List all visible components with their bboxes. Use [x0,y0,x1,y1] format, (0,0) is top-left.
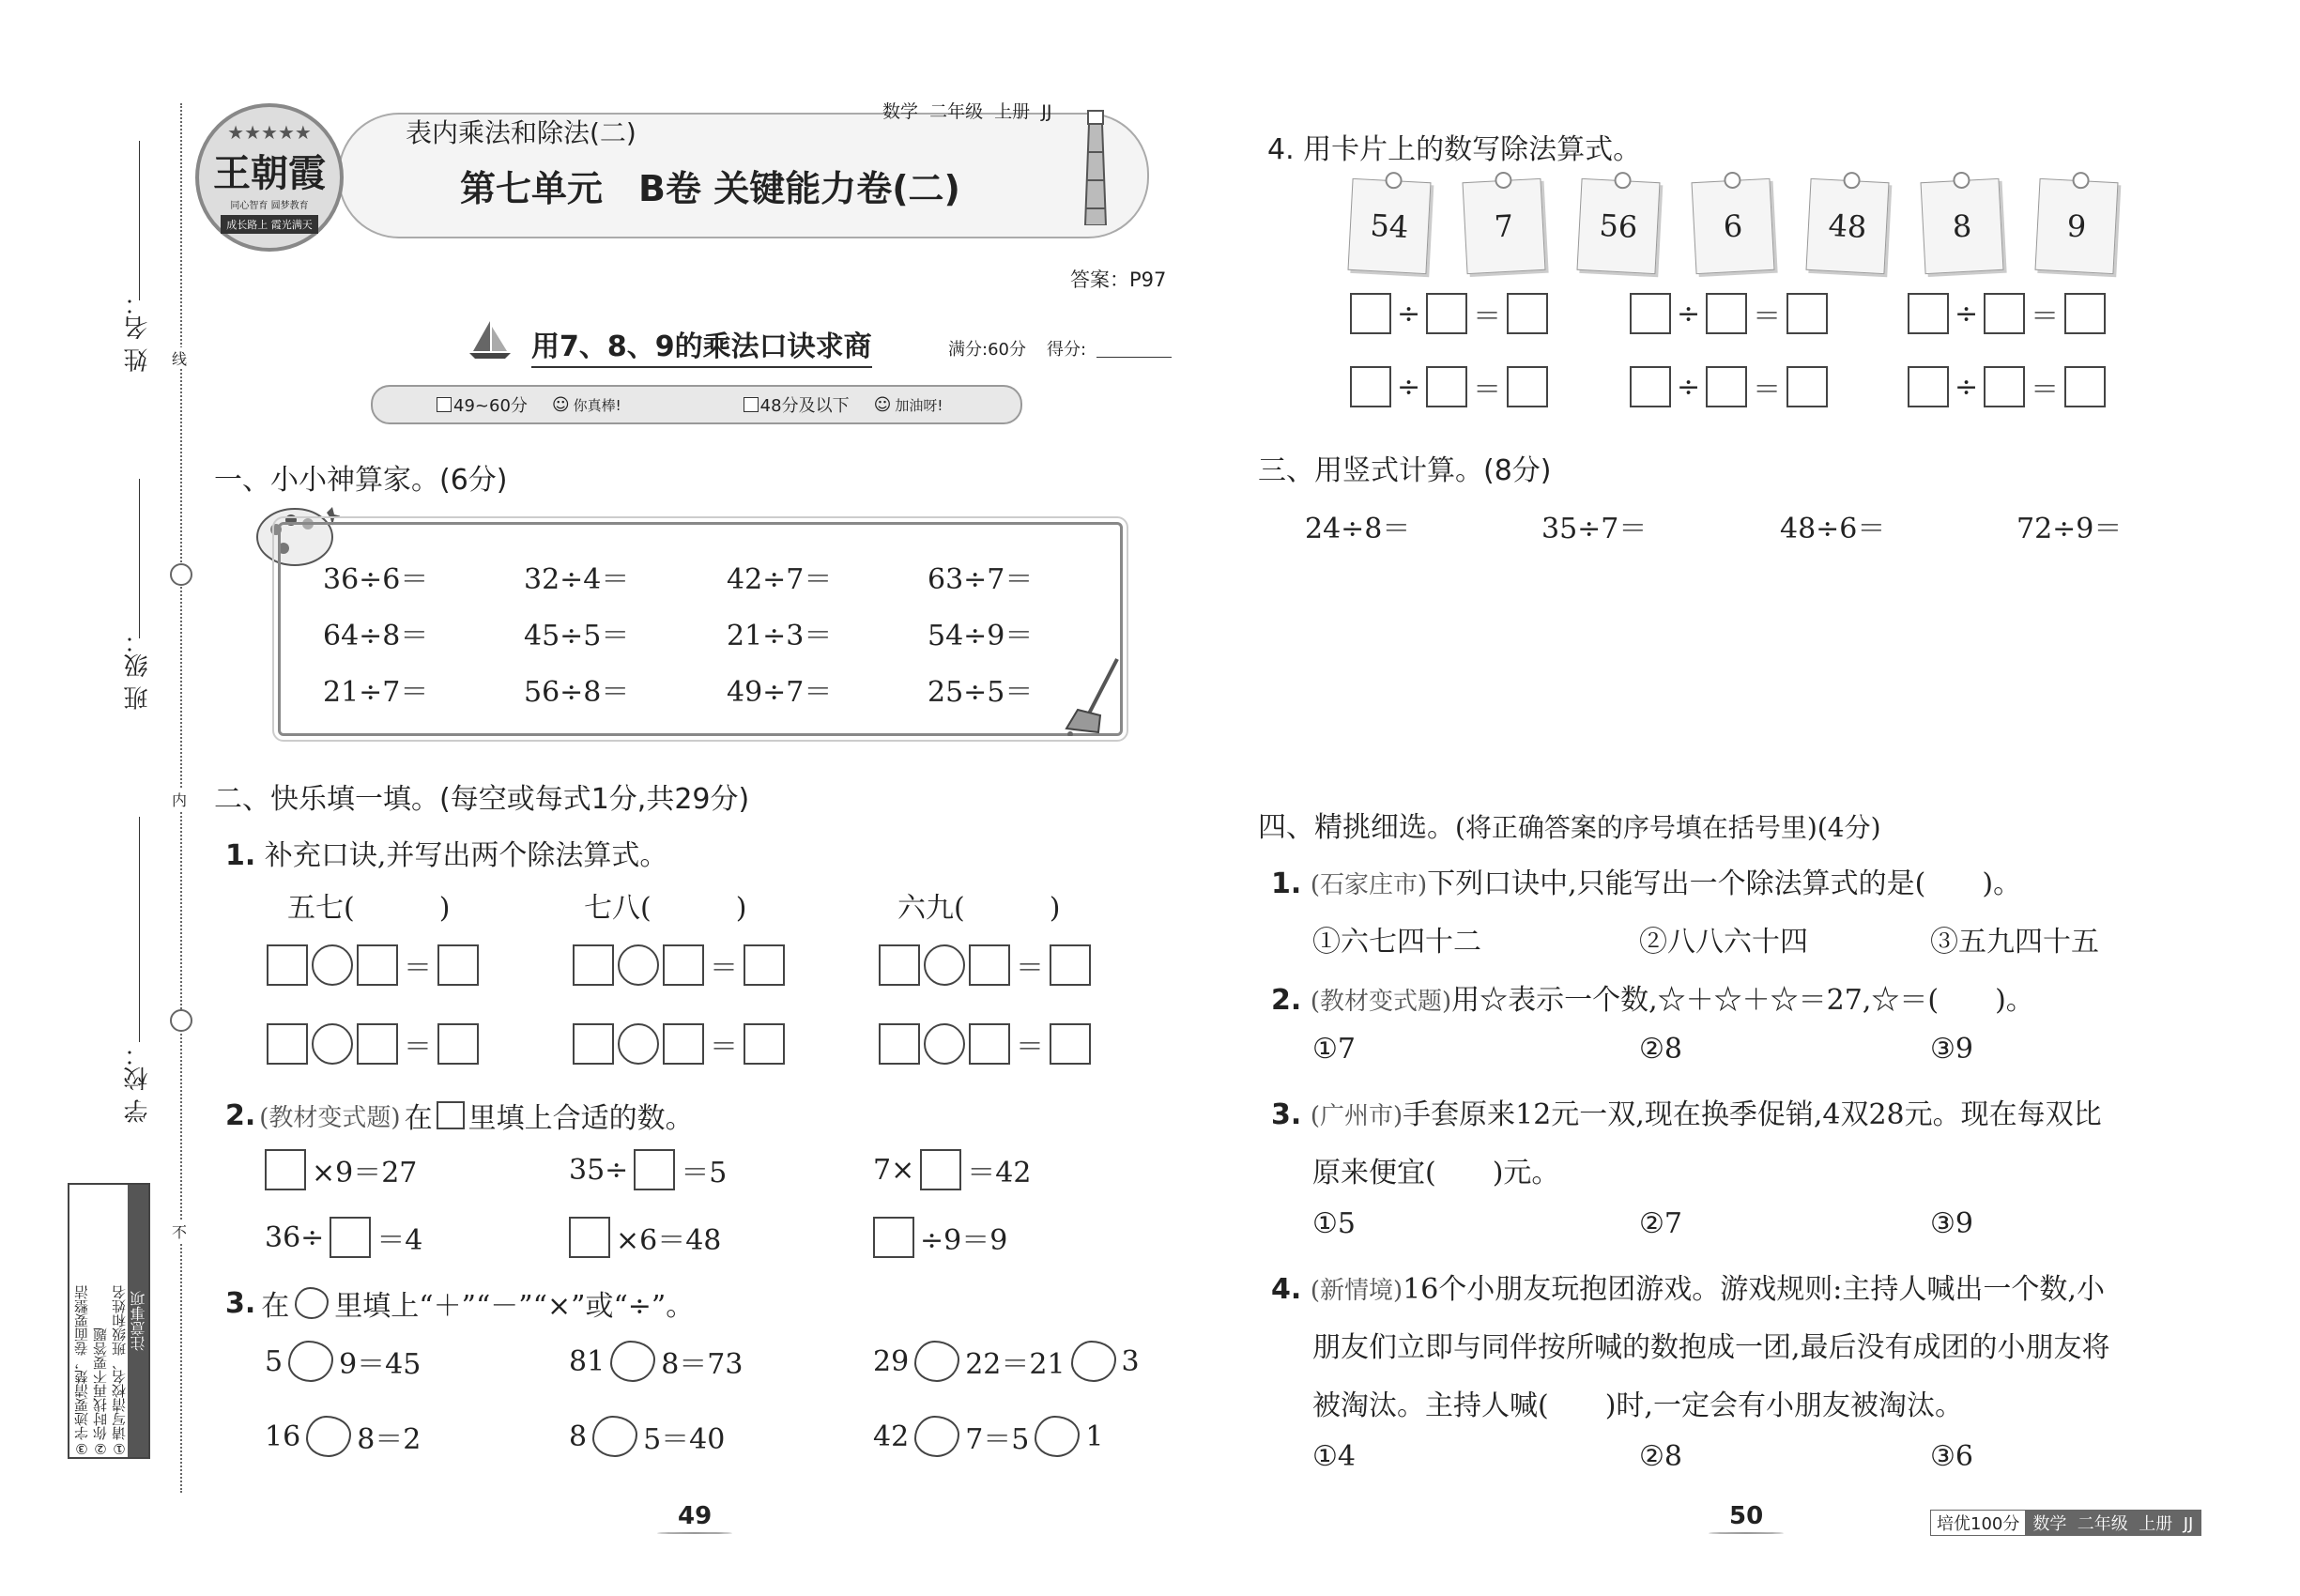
smile-icon: ☺ [873,394,892,415]
expr-text: 8 [569,1420,588,1453]
chapter-title: 表内乘法和除法(二) [406,117,636,148]
sailboat-icon [468,319,513,364]
answer-box[interactable] [1507,366,1548,407]
number-card [2034,178,2118,274]
equals-sign: ＝ [1753,374,1782,407]
card-value: 54 [1369,207,1410,246]
calc-item: 21÷7＝ [323,676,429,709]
option[interactable]: ③9 [1930,1033,1973,1066]
equals-sign: ＝ [1016,952,1044,985]
answer-box[interactable] [437,944,479,986]
answer-box[interactable] [573,1023,614,1065]
answer-box[interactable] [265,1149,306,1190]
operator-blank[interactable] [306,1416,351,1457]
vertical-calc-item: 48÷6＝ [1780,513,1886,545]
expr-text: ÷9＝9 [920,1224,1008,1257]
expr-text: 42 [873,1420,910,1453]
expr-text: 36÷ [265,1220,325,1254]
q-number: 3. [225,1286,256,1320]
q-text: 里填上“＋”“－”“×”或“÷”。 [334,1290,695,1323]
rating-high-range: 49~60分 [453,396,528,416]
answer-box[interactable] [573,944,614,986]
division-row [1908,366,2106,407]
divide-sign: ÷ [1397,370,1421,404]
equals-sign: ＝ [404,1031,432,1064]
fill-row [265,1217,422,1258]
answer-box[interactable] [357,944,398,986]
operator-circle[interactable] [924,944,965,986]
footer-info: 数学 二年级 上册 JJ [2025,1511,2200,1535]
section4-title [1258,804,1881,845]
q-text: 手套原来12元一双,现在换季促销,4双28元。现在每双比 [1403,1098,2102,1131]
logo-stars: ★★★★★ [227,121,312,144]
cut-mark: 线 [172,347,187,369]
number-card [1920,178,2003,274]
calc-item: 25÷5＝ [928,676,1034,709]
expr-text: ×6＝48 [616,1224,722,1257]
answer-box[interactable] [1050,1023,1091,1065]
q-text-cont: 被淘汰。主持人喊( )时,一定会有小朋友被淘汰。 [1312,1389,1963,1422]
q-text: 下列口诀中,只能写出一个除法算式的是( )。 [1427,867,2022,900]
notice-title: 注意事项 [128,1185,148,1457]
rating-high-checkbox[interactable] [437,397,452,412]
answer-box[interactable] [1786,293,1828,334]
equals-sign: ＝ [2031,374,2060,407]
expr-text: 7× [873,1153,915,1187]
answer-box[interactable] [267,944,308,986]
q-number: 2. [1271,984,1302,1017]
answer-box[interactable] [1426,293,1467,334]
operator-circle[interactable] [312,944,353,986]
operator-row [569,1341,743,1382]
option[interactable]: ①六七四十二 [1312,926,1481,959]
option[interactable]: ②8 [1639,1033,1682,1066]
s4-q1 [1271,860,2021,901]
q-text: 补充口诀,并写出两个除法算式。 [264,839,668,872]
divide-sign: ÷ [1955,370,1979,404]
rating-low-text: 加油呀! [895,396,943,414]
fill-row [569,1149,727,1190]
division-row [1350,366,1548,407]
vertical-calc-item: 72÷9＝ [2016,513,2123,545]
expr-text: 9＝45 [339,1348,422,1381]
expr-text: 81 [569,1344,606,1378]
answer-box[interactable] [1350,366,1391,407]
equation-row [267,944,479,986]
operator-blank[interactable] [914,1416,959,1457]
logo-sub1: 同心智育 圆梦教育 [230,201,309,211]
q-tag: (教材变式题) [259,1103,401,1132]
rating-high-text: 你真棒! [573,396,621,414]
answer-box[interactable] [437,1023,479,1065]
cut-mark [170,563,192,586]
cut-mark: 不 [172,1220,187,1242]
q-text-cont: 原来便宜( )元。 [1312,1157,1560,1189]
broom-icon [1061,657,1128,740]
answer-box[interactable] [1426,366,1467,407]
logo-sub2: 成长路上 霞光满天 [221,215,318,234]
rhyme-item: 五七( ) [287,892,451,925]
option[interactable]: ②8 [1639,1440,1682,1473]
section2-q3 [225,1282,694,1324]
q-number: 1. [1271,867,1302,900]
calc-item: 64÷8＝ [323,620,429,652]
expr-text: 5 [265,1344,284,1378]
full-score: 满分:60分 [948,340,1026,360]
answer-box[interactable] [357,1023,398,1065]
calc-item: 49÷7＝ [727,676,833,709]
operator-blank[interactable] [914,1341,959,1382]
expr-text: ＝42 [967,1157,1032,1189]
calc-item: 45÷5＝ [524,620,630,652]
pin-icon [1614,172,1632,190]
rating-low-checkbox[interactable] [744,397,759,412]
calc-item: 32÷4＝ [524,563,630,596]
answer-box[interactable] [1630,293,1671,334]
rhyme-item: 六九( ) [897,892,1061,925]
answer-box[interactable] [330,1217,371,1258]
card-value: 6 [1722,207,1744,245]
operator-circle[interactable] [618,944,659,986]
operator-row [569,1416,725,1457]
section2-q1 [225,832,667,873]
class-line [139,479,140,638]
answer-box[interactable] [2064,293,2106,334]
divide-sign: ÷ [1955,297,1979,330]
card-value: 8 [1951,207,1973,245]
answer-box[interactable] [1350,293,1391,334]
operator-row [265,1416,421,1457]
answer-box[interactable] [663,1023,704,1065]
section2-q2 [225,1095,694,1136]
q-tag: (新情境) [1310,1277,1403,1305]
q-text: 在 [261,1290,290,1323]
school-label: 学 校： [124,1042,152,1124]
pin-icon [1953,172,1970,190]
answer-box[interactable] [879,944,920,986]
q-tag: (广州市) [1310,1102,1403,1130]
number-card [1576,178,1660,274]
calc-item: 21÷3＝ [727,620,833,652]
division-row [1630,366,1828,407]
smile-icon: ☺ [551,394,570,415]
equation-row [879,1023,1091,1065]
score-label: 得分: [1047,340,1087,360]
rhyme-item: 七八( ) [584,892,747,925]
number-card [1691,178,1774,274]
section4-title-note: (将正确答案的序号填在括号里)(4分) [1455,812,1881,843]
q-text: 用☆表示一个数,☆＋☆＋☆＝27,☆＝( )。 [1451,984,2034,1017]
operator-blank[interactable] [288,1341,333,1382]
equation-row [267,1023,479,1065]
q-number: 4. [1271,1273,1302,1306]
division-row [1908,293,2106,334]
operator-row [873,1416,1103,1457]
expr-text: ＝4 [376,1224,423,1257]
operator-circle[interactable] [924,1023,965,1065]
section2-title: 二、快乐填一填。(每空或每式1分,共29分) [214,783,750,816]
notice-item: ①请写清校名、班级和姓名 [111,1285,128,1457]
q-text: 在 [404,1102,433,1135]
answer-ref: 答案：P97 [1070,269,1167,291]
fill-row [873,1217,1007,1258]
answer-box[interactable] [1984,293,2025,334]
expr-text: 22＝21 [965,1348,1066,1381]
answer-box[interactable] [744,1023,785,1065]
equals-sign: ＝ [404,952,432,985]
option[interactable]: ①4 [1312,1440,1356,1473]
q-number: 3. [1271,1098,1302,1131]
rating-low-range: 48分及以下 [759,396,850,416]
card-value: 9 [2065,207,2088,245]
page-number-right: 50 [1729,1502,1764,1530]
expr-text: 16 [265,1420,301,1453]
option[interactable]: ③9 [1930,1207,1973,1240]
answer-box[interactable] [267,1023,308,1065]
number-card [1462,178,1545,274]
lighthouse-icon [1080,105,1112,225]
operator-blank[interactable] [610,1341,655,1382]
notice-item: ③字迹要清楚，卷面要整洁 [73,1285,90,1457]
operator-shape-sample [295,1287,329,1319]
option[interactable]: ②八八六十四 [1639,926,1808,959]
section3-title: 三、用竖式计算。(8分) [1258,454,1552,487]
cut-mark [170,1009,192,1032]
answer-box[interactable] [663,944,704,986]
answer-box[interactable] [920,1149,961,1190]
notice-item: ②你时找再不要答题 [92,1327,109,1457]
option[interactable]: ①5 [1312,1207,1356,1240]
answer-box[interactable] [1050,944,1091,986]
logo-badge [195,103,344,252]
option[interactable]: ③五九四十五 [1930,926,2099,959]
option[interactable]: ③6 [1930,1440,1973,1473]
answer-box[interactable] [969,1023,1010,1065]
division-row [1350,293,1548,334]
notice-box [68,1183,150,1459]
vertical-calc-item: 35÷7＝ [1541,513,1648,545]
q-text: 16个小朋友玩抱团游戏。游戏规则:主持人喊出一个数,小 [1403,1273,2105,1306]
answer-box[interactable] [1706,293,1747,334]
divide-sign: ÷ [1677,370,1701,404]
answer-box[interactable] [1908,293,1949,334]
q-tag: (石家庄市) [1310,871,1428,899]
score-line[interactable] [1096,357,1172,358]
footer-bar [1930,1510,2201,1536]
equation-row [573,1023,785,1065]
pin-icon [1495,172,1512,190]
subject-info: 数学 二年级 上册 JJ [882,101,1052,122]
answer-box[interactable] [1507,293,1548,334]
card-value: 56 [1598,207,1639,246]
expr-text: 7＝5 [965,1423,1030,1456]
operator-blank[interactable] [1035,1416,1080,1457]
card-value: 48 [1827,207,1868,246]
logo-text: 王朝霞 [213,151,326,195]
division-row [1630,293,1828,334]
option[interactable]: ②7 [1639,1207,1682,1240]
answer-box[interactable] [1630,366,1671,407]
expr-text: 8＝73 [661,1348,744,1381]
q4-title: 4. 用卡片上的数写除法算式。 [1267,133,1642,166]
page-number-left: 49 [678,1502,713,1530]
equals-sign: ＝ [1473,300,1502,333]
operator-blank[interactable] [592,1416,637,1457]
equals-sign: ＝ [1473,374,1502,407]
s4-q3 [1271,1091,2102,1132]
calc-item: 56÷8＝ [524,676,630,709]
name-line [139,141,140,300]
operator-row [873,1341,1140,1382]
answer-box[interactable] [569,1217,610,1258]
operator-blank[interactable] [1071,1341,1116,1382]
q-number: 2. [225,1098,256,1132]
cut-mark: 内 [172,789,187,810]
answer-box[interactable] [1706,366,1747,407]
fill-row [265,1149,417,1190]
answer-box[interactable] [2064,366,2106,407]
s4-q4 [1271,1266,2105,1307]
operator-circle[interactable] [618,1023,659,1065]
subtitle-text: 用7、8、9的乘法口诀求商 [531,323,872,368]
footer-brand: 培优100分 [1931,1511,2025,1535]
answer-box[interactable] [873,1217,914,1258]
expr-text: 8＝2 [357,1423,422,1456]
q-text: 里填上合适的数。 [468,1102,694,1135]
equals-sign: ＝ [1753,300,1782,333]
answer-box[interactable] [1984,366,2025,407]
calc-item: 42÷7＝ [727,563,833,596]
answer-box[interactable] [634,1149,675,1190]
expr-text: 29 [873,1344,910,1378]
equation-row [879,944,1091,986]
answer-box[interactable] [744,944,785,986]
expr-text: 35÷ [569,1153,629,1187]
equals-sign: ＝ [710,952,738,985]
name-label: 姓 名： [124,291,152,373]
operator-circle[interactable] [312,1023,353,1065]
page-number-deco [657,1532,732,1534]
page-title: 第七单元 B卷 关键能力卷(二) [460,168,960,209]
class-label: 班 级： [124,629,152,711]
rating-bar [371,385,1022,424]
vertical-calc-item: 24÷8＝ [1305,513,1411,545]
answer-box[interactable] [1908,366,1949,407]
section4-title-main: 四、精挑细选。 [1258,811,1455,844]
calc-item: 63÷7＝ [928,563,1034,596]
answer-box[interactable] [879,1023,920,1065]
equals-sign: ＝ [710,1031,738,1064]
q-number: 1. [225,839,256,872]
answer-box-sample [437,1101,465,1129]
calc-item: 36÷6＝ [323,563,429,596]
answer-box[interactable] [1786,366,1828,407]
q-text-cont: 朋友们立即与同伴按所喊的数抱成一团,最后没有成团的小朋友将 [1312,1331,2110,1364]
option[interactable]: ①7 [1312,1033,1356,1066]
expr-text: ＝5 [681,1157,728,1189]
expr-text: 3 [1121,1344,1140,1378]
equation-row [573,944,785,986]
school-line [139,817,140,1042]
q-tag: (教材变式题) [1310,988,1452,1016]
pin-icon [1843,172,1861,190]
answer-box[interactable] [969,944,1010,986]
pin-icon [1385,172,1403,190]
fill-row [873,1149,1031,1190]
divide-sign: ÷ [1677,297,1701,330]
pin-icon [2072,172,2090,190]
operator-row [265,1341,421,1382]
fill-row [569,1217,721,1258]
divide-sign: ÷ [1397,297,1421,330]
equals-sign: ＝ [2031,300,2060,333]
pin-icon [1724,172,1741,190]
section1-title: 一、小小神算家。(6分) [214,464,508,497]
equals-sign: ＝ [1016,1031,1044,1064]
number-card [1347,178,1431,274]
expr-text: ×9＝27 [312,1157,418,1189]
page-number-deco [1709,1532,1784,1534]
number-card [1805,178,1889,274]
expr-text: 5＝40 [643,1423,726,1456]
expr-text: 1 [1085,1420,1104,1453]
card-value: 7 [1493,207,1515,245]
calc-item: 54÷9＝ [928,620,1034,652]
s4-q2 [1271,976,2034,1018]
